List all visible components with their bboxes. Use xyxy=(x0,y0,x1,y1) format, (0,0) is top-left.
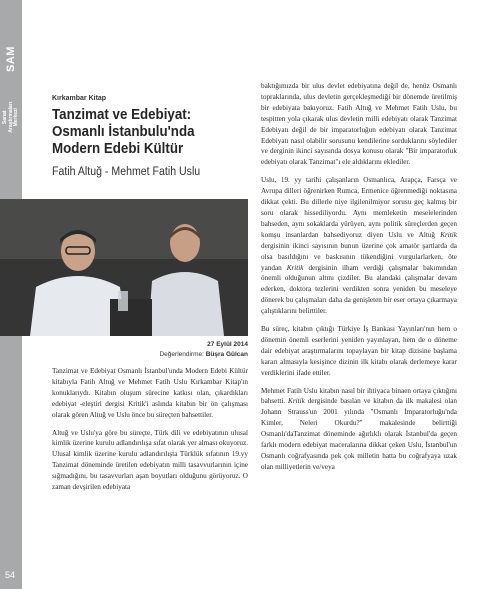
sidebar-subtitle-line: Sanat xyxy=(1,110,8,124)
sidebar-subtitle-line: Araştırmaları xyxy=(7,101,14,133)
article-title: Tanzimat ve Edebiyat: Osmanlı İstanbulu'nda Modern Edebi Kültür xyxy=(52,107,195,157)
sidebar-brand-text: SAM xyxy=(5,46,18,72)
right-column xyxy=(261,81,457,480)
paragraph: Uslu, 19. yy tarihi çalışanların Osmanlıca, Arapça, Farsça ve Avrupa dilleri öğrenirken Rumca, Ermenice öğrenmediği noktasına dikkat çekti. Bu dillerle niye ilgilenilmiyor sorusu geç kalmış bir soru olarak hissediliyordu. Aynı memleketin meselelerinden bahseden, aynı sokaklarda yürüyen, aynı politik süreçlerden geçen komşu insanlardan bahsediyoruz diyen Uslu ve Altuğ Kritik dergisinin ikinci sayısının bunun üzerine çok amatör şartlarda da olsa basıldığını ve baskısının tükendiğini vurgularlarken, öte yandan Kritik dergisinin ilham verdiği çalışmalar bakımından önemli olduğunun altını çizdiler. Bu alandaki çalışmalar devam ederken, doktora tezlerini verdikten sonra yeniden bu meseleye dönerek bu çalışmaları daha da genişleten bir eser ortaya çıkarmaya çalıştıklarını belirttiler. xyxy=(261,176,458,316)
paragraph: Bu süreç, kitabın çıktığı Türkiye İş Bankası Yayınları'nın hem o dönemin önemli eserlerini yeniden yayınlayan, hem de o döneme dair edebiyat araştırmalarını topaylayan bir kitap dizisine başlama kararı almasıyla kesişince dizinin ilk kitabı olarak derlemeye karar verdiklerini ifade ettiler. xyxy=(261,325,457,377)
sidebar-brand xyxy=(2,36,20,82)
photo-illustration xyxy=(0,199,248,336)
sidebar-subtitle xyxy=(2,84,20,150)
paragraph: Altuğ ve Uslu'ya göre bu süreçte, Türk dili ve edebiyatının ulusal kimlik üzerine kurulu adlandırılışa sıfat olarak yer alması okuyoruz. Ulusal kimlik üzerine kurulu adlandırılışta Türklük sıfatının 19.yy Tanzimat döneminde üretilen edebiyatın milli tasavvurlarının içine sığmadığını, bu tasavvurları aşan boyutları olduğunu görüyoruz. O zaman devşirilen edebiyata xyxy=(52,428,248,492)
sidebar-subtitle-line: Merkezi xyxy=(12,107,19,127)
article-photo xyxy=(0,199,248,336)
editor-name: Büşra Gülcan xyxy=(205,351,248,358)
page-number: 54 xyxy=(5,570,16,580)
article-editor xyxy=(52,351,248,358)
editor-label: Değerlendirme: xyxy=(159,351,204,358)
paragraph: baktığımızda bir ulus devlet edebiyatına değil de, henüz Osmanlı topraklarında, ulus devletin gerçekleşmediği bir dönemde üretilmiş bir edebiyata bakıyoruz. Fatih Altuğ ve Mehmet Fatih Uslu, bu tespitten yola çıkarak ulus devletin milli edebiyatı olarak Tanzimat Edebiyatı değil de bir imparatorluğun edebiyatı olarak Tanzimat Edebiyatı nasıl olabilir sorusunu kendilerine sorduklarını söylediler ve derginin ikinci sayısında dosya konusu olarak "Bir imparatorluk edebiyatı olarak Tanzimat"ı ele aldıklarını eklediler. xyxy=(261,82,457,167)
article-category: Kırkambar Kitap xyxy=(52,95,107,102)
article-date: 27 Eylül 2014 xyxy=(207,341,248,348)
left-column xyxy=(52,366,248,500)
article-authors: Fatih Altuğ - Mehmet Fatih Uslu xyxy=(52,166,201,178)
person-right-shirt xyxy=(148,272,224,336)
paragraph: Tanzimat ve Edebiyat Osmanlı İstanbul'unda Modern Edebi Kültür kitabıyla Fatih Altuğ ve Mehmet Fatih Uslu Kırkambar Kitap'ın konuklarıydı. Kitabın oluşum sürecine katkısı olan, çıkardıkları edebiyat -eleştiri dergisi Kritik'i aslında kitabın bir ön çalışması olarak gören Altuğ ve Uslu önce bu süreçten bahsettiler. xyxy=(52,367,248,419)
paragraph: Mehmet Fatih Uslu kitabın nasıl bir ihtiyaca binaen ortaya çıktığını bahsetti. Kritik dergisinde basılan ve kitabın da ilk makalesi olan Johann Strauss'un 2001 yılında "Osmanlı İmparatorluğu'nda Kimler, Neleri Okurdu?" makalesinde belirttiği Osmanlı'daTanzimat döneminde ağırlıklı olarak İstanbul'da geçen farklı modern edebiyat maceralarına dikkat çeken Uslu, İstanbul'un Osmanlı coğrafyasında pek çok milletin hatta bu coğrafyaya uzak olan milliyetlerin ve/veya xyxy=(261,386,457,471)
